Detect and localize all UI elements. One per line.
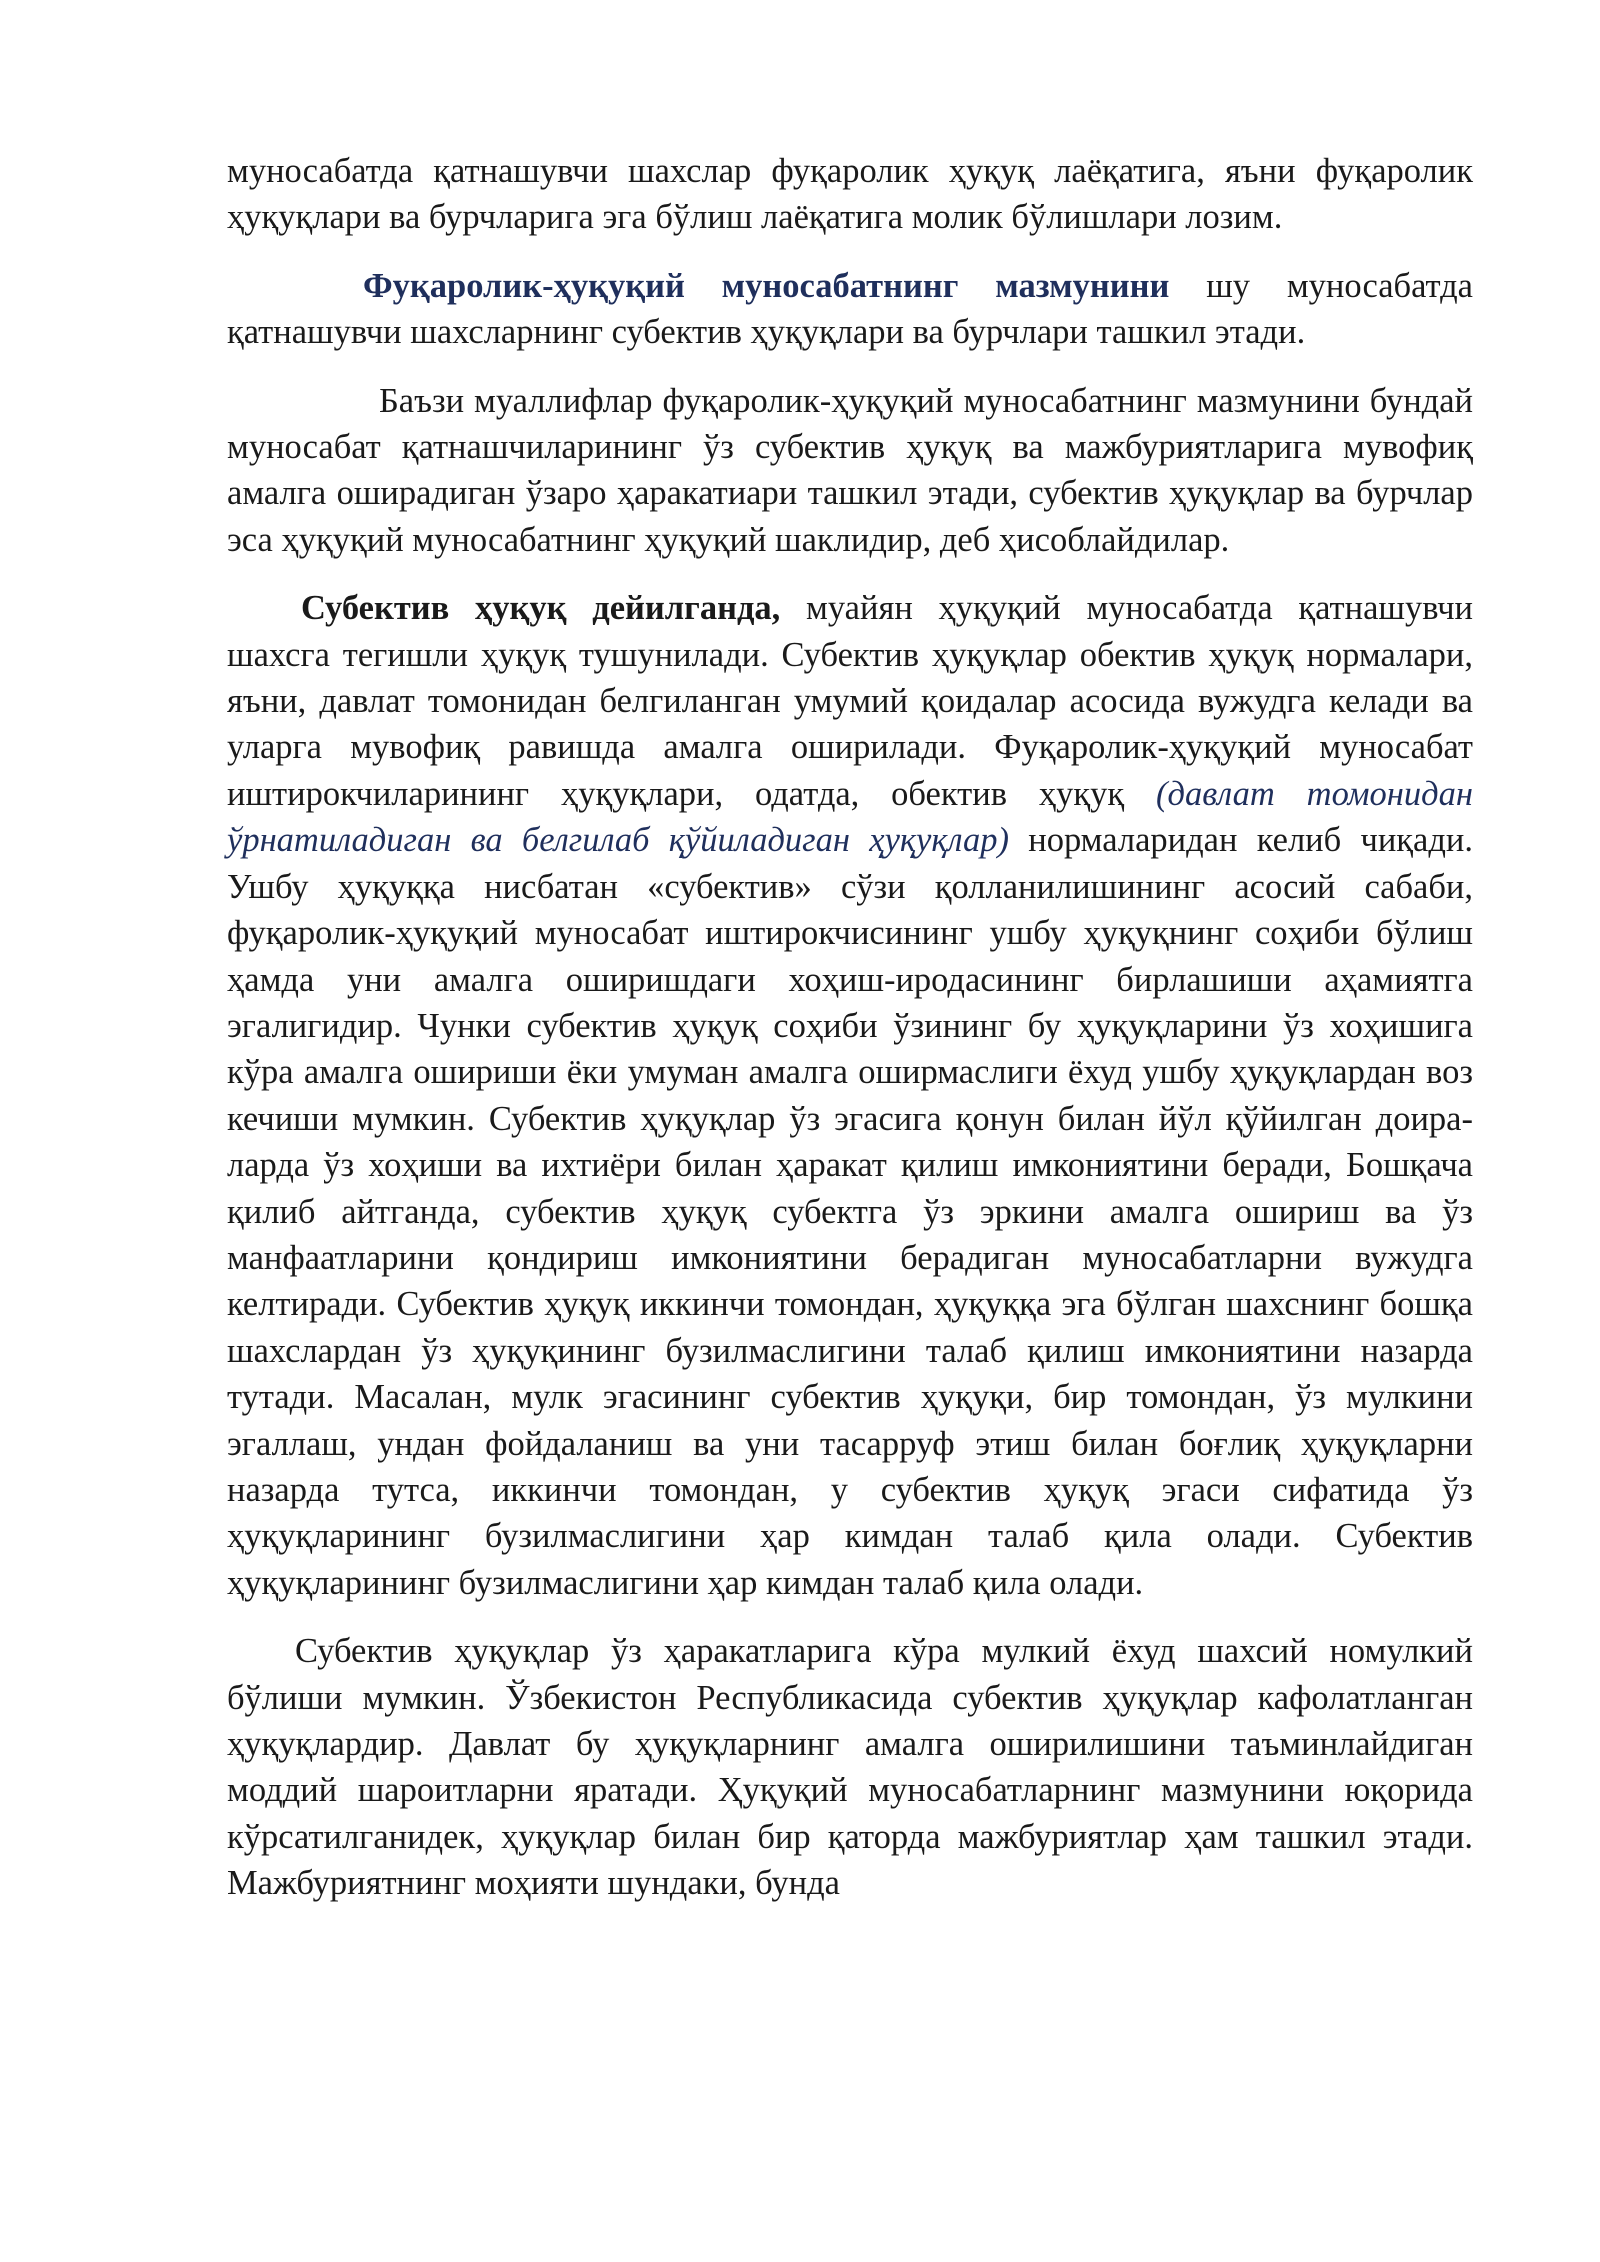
document-body — [227, 148, 1473, 1907]
paragraph-2-text: шу муносабатда қатнашувчи шахсларнинг субектив ҳуқуқлари ва бурчлари ташкил этади. — [227, 266, 1473, 352]
paragraph-4-text-a: муайян ҳуқуқий муносабатда қатнашувчи шахсга тегишли ҳуқуқ тушунилади. Субектив ҳуқуқлар обектив ҳуқуқ нормалари, яъни, давлат томонидан белгиланган умумий қоидалар асосида вужудга келади ва уларга мувофиқ равишда амалга оширилади. Фуқаролик-ҳуқуқий муносабат иштирокчиларининг ҳуқуқлари, одатда, обектив ҳуқуқ — [227, 589, 1474, 813]
paragraph-1 — [227, 148, 1473, 241]
paragraph-5-text: Субектив ҳуқуқлар ўз ҳаракатларига кўра мулкий ёхуд шахсий номулкий бўлиши мумкин. Ўзбекистон Республикасида субектив ҳуқуқлар кафолатланган ҳуқуқлардир. Давлат бу ҳуқуқларнинг амалга оширилишини таъминлайдиган моддий шароитларни яратади. Ҳуқуқий муносабатларнинг мазмунини юқорида кўрсатилганидек, ҳуқуқлар билан бир қаторда мажбуриятлар ҳам ташкил этади. Мажбуриятнинг моҳияти шундаки, бунда — [227, 1632, 1473, 1903]
paragraph-1-text: муносабатда қатнашувчи шахслар фуқаролик ҳуқуқ лаёқатига, яъни фуқаролик ҳуқуқлари ва бурчларига эга бўлиш лаёқатига молик бўлишлари лозим. — [227, 152, 1473, 237]
paragraph-2 — [227, 263, 1473, 356]
objective-law-note: (давлат томонидан ўрнатиладиган ва белгилаб қўйиладиган ҳуқуқлар) — [227, 774, 1473, 860]
paragraph-3-text: Баъзи муаллифлар фуқаролик-ҳуқуқий муносабатнинг мазмунини бундай муносабат қатнашчиларининг ўз субектив ҳуқуқ ва мажбуриятларига мувофиқ амалга оширадиган ўзаро ҳаракатиари ташкил этади, субектив ҳуқуқлар ва бурчлар эса ҳуқуқий муносабатнинг ҳуқуқий шаклидир, деб ҳисоблайдилар. — [227, 381, 1473, 559]
paragraph-3 — [227, 378, 1473, 564]
subjective-right-heading: Субектив ҳуқуқ дейилганда, — [301, 589, 781, 628]
content-definition-heading: Фуқаролик-ҳуқуқий муносабатнинг мазмунини — [363, 266, 1170, 305]
paragraph-4 — [227, 585, 1473, 1606]
paragraph-5 — [227, 1628, 1473, 1906]
paragraph-4-text-b: нормаларидан келиб чиқади. Ушбу ҳуқуққа нисбатан «субектив» сўзи қолланилишининг асосий сабаби, фуқаролик-ҳуқуқий муносабат иштирокчисининг ушбу ҳуқуқнинг соҳиби бўлиш ҳамда уни амалга оширишдаги хоҳиш-иродасининг бирлашиши аҳамиятга эгалигидир. Чунки субектив ҳуқуқ соҳиби ўзининг бу ҳуқуқларини ўз хоҳишига кўра амалга ошириши ёки умуман амалга оширмаслиги ёхуд ушбу ҳуқуқлардан воз кечиши мумкин. Субектив ҳуқуқлар ўз эгасига қонун билан йўл қўйилган доира- ларда ўз хоҳиши ва ихтиёри билан ҳаракат қилиш имкониятини беради, Бошқача қилиб айтганда, субектив ҳуқуқ субектга ўз эркини амалга ошириш ва ўз манфаатларини қондириш имкониятини берадиган муносабатларни вужудга келтиради. Субектив ҳуқуқ иккинчи томондан, ҳуқуққа эга бўлган шахснинг бошқа шахслардан ўз ҳуқуқининг бузилмаслигини талаб қилиш имкониятини назарда тутади. Масалан, мулк эгасининг субектив ҳуқуқи, бир томондан, ўз мулкини эгаллаш, ундан фойдаланиш ва уни тасарруф этиш билан боғлиқ ҳуқуқларни назарда тутса, иккинчи томондан, у субектив ҳуқуқ эгаси сифатида ўз ҳуқуқларининг бузилмаслигини ҳар кимдан талаб қила олади. Субектив ҳуқуқларининг бузилмаслигини ҳар кимдан талаб қила олади. — [227, 821, 1474, 1602]
